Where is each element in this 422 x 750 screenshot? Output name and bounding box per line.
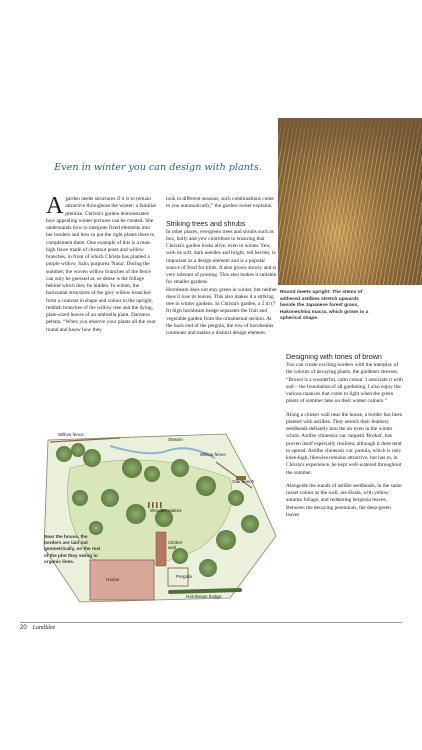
paragraph: Hornbeam does not stay green in winter, but neither does it lose its leaves. This also makes it a striking tree in winter gardens. In Christa's garden, a 2 m (7 ft) high hornbeam hedge separates the fruit and vegetable garden from the ornamental section. At the back end of the pergola, the row of hornbeams continues and makes a distinct design element. [166,286,277,336]
drop-cap: A [46,193,64,219]
paragraph: garden needs structures if it is to remain attractive throughout the winter: a familiar premise. Christa's garden demonstrates how appealing winter pictures can be created. She understands how to integrate fixed elements into her borders and how to put the right plants there to complement them. One example of this is a man-high fence made of chestnut posts and willow branches, in front of which Christa has planted a purple willow, Salix purpurea 'Nana'. During the summer, the woven willow branches of the fence can only be guessed at, so dense is the foliage behind which they lie hidden. In winter, the horizontal structures of the grey willow branches form a contrast in shape and colour to the upright, reddish branches of the willow tree and the dying, plate-sized leaves of an umbrella plant, Darmera peltata. “When you observe your plants all the year round and know how they [46,196,157,333]
pull-quote: Even in winter you can design with plants. [54,162,262,173]
label-hornbeam-hedge: Hornbeam hedge [186,594,222,599]
footer-rule [20,622,402,623]
label-clinker-wall: Clinker wall [168,540,183,551]
label-oak-bench: Oak bench [232,479,255,484]
label-willow-fence-right: Willow fence [200,452,226,457]
photo-caption: Round meets upright: The stems of withered astilbes stretch upwards beside the Japanese forest grass, Hakonechloa macra, which grows in a spherical shape. [280,290,369,321]
publication-name: LandIdee [32,625,56,631]
garden-plan-drawing [40,428,280,606]
top-margin [0,0,422,118]
text-column-2 [166,196,278,337]
subheading: Designing with tones of brown [286,352,382,361]
text-column-1 [46,193,158,334]
photo-background-blur [278,118,422,158]
astilbe-grass-photo [278,118,422,285]
text-column-3 [286,350,403,519]
house [90,560,154,600]
plan-caption: Near the house, the borders are laid out geometrically, on the rest of the plot they swing in organic lines. [44,534,101,564]
paragraph: Alongside the stands of astilbe seedheads, in the same russet colour as the wall, are Hosta, with yellow autumn foliage, and reddening bergenia leaves. Between the decaying perennials, the deep-green leaves [286,482,402,518]
page-number: 20 [20,625,27,631]
garden-plan-illustration [40,428,280,606]
label-house: House [106,577,120,582]
paragraph: In other places, evergreen trees and shrubs such as box, holly and yew contribute to ensuring that Christa's garden looks alive, even in winter. Yew, with its soft, dark needles and bright, red berries, is important as a design element and is a popular source of food for birds. It also grows slowly and is very tolerant of pruning. This also makes it suitable for smaller gardens. [166,228,277,286]
clinker-wall [156,532,166,566]
label-pergola: Pergola [176,574,192,579]
subheading: Striking trees and shrubs [166,218,246,228]
page-footer [20,623,55,633]
label-willow-fence-top: Willow fence [58,432,84,437]
label-wooden-stakes: Wooden stakes [150,508,182,513]
paragraph: look in different seasons, such combinations come to you automatically,” the garden owner explains. [166,196,274,210]
hornbeam-hedge [170,590,240,592]
paragraph: You can create exciting borders with the interplay of the colours of decaying plants, the gardener stresses. “Brown is a wonderful, calm colour. I associate it with soil – the foundation of all gardening. I also enjoy the various nuances that come to light when the green plants of summer take on their winter colours.” [286,362,403,405]
paragraph: Along a clinker wall near the house, a border has been planted with astilbes. They stretch their feathery seedheads defiantly into the air even in the winter winds. Astilbe chinensis var. taquetii 'Brokat', has proven itself especially resilient, although it does tend to spread. Astilbe chinensis var. pumila, which is only knee-high, likewise remains attractive, but has to, in Christa's experience, be kept well-watered throughout the summer. [286,411,403,476]
label-stream: Stream [168,437,183,442]
